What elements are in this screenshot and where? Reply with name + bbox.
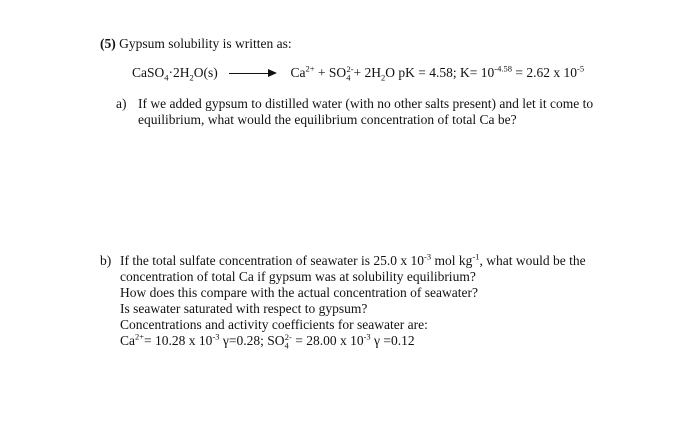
reactant: $CaSO_4\cdot 2H_2O(s)$ <box>132 65 218 83</box>
part-b-line-3: How does this compare with the actual concentration of seawater? <box>120 285 478 300</box>
part-a-line-2: equilibrium, what would the equilibrium concentration of total Ca be? <box>138 112 517 127</box>
reaction-equation <box>132 65 584 81</box>
part-b-line-1: If the total sulfate concentration of seawater is 25.0 x $10^{-3}$ mol $kg^{-1}$, what would be the <box>120 251 586 268</box>
part-a-label: a) <box>116 96 127 111</box>
reaction-arrow-icon <box>229 69 277 79</box>
products: $Ca^{2+} + SO_4^{2-}+ 2H_2O$ pK = 4.58; $K= 10^{-4.58} = 2.62$ x $10^{-5}$ <box>290 63 585 83</box>
part-b-line-6: $Ca^{2+}= 10.28$ x $10^{-3}$ γ=0.28; $SO_4^{2-} = 28.00$ x $10^{-3}$ γ =0.12 <box>120 331 415 351</box>
part-b-line-5: Concentrations and activity coefficients for seawater are: <box>120 317 428 332</box>
problem-header <box>100 36 292 52</box>
problem-intro: Gypsum solubility is written as: <box>119 36 292 51</box>
part-a-line-1: If we added gypsum to distilled water (with no other salts present) and let it come to <box>138 96 594 111</box>
part-b-line-2: concentration of total Ca if gypsum was at solubility equilibrium? <box>120 269 476 284</box>
part-b-label: b) <box>100 253 112 268</box>
part-b-line-4: Is seawater saturated with respect to gypsum? <box>120 301 368 316</box>
problem-number: (5) <box>100 36 116 51</box>
